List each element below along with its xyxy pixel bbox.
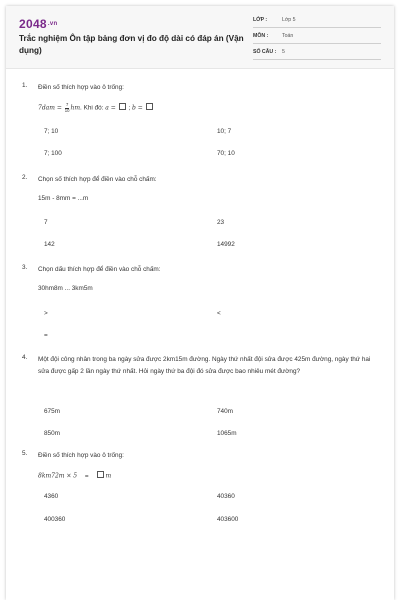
meta-subject [253,30,381,44]
option-b[interactable]: 740m [217,408,233,415]
site-logo[interactable] [19,17,57,31]
meta-class [253,14,381,28]
blank-box-b[interactable] [146,103,153,110]
meta-class-label: LỚP : [253,17,268,23]
worksheet-page [6,6,394,600]
option-b[interactable]: 40360 [217,493,235,500]
question-text: Chọn dấu thích hợp để điền vào chỗ chấm: [38,266,161,273]
fraction-numerator: 7 [65,102,69,107]
question-number: 3. [22,264,28,271]
option-a[interactable]: 7 [44,219,48,226]
question-expression [38,103,154,113]
option-a[interactable]: 4360 [44,493,59,500]
expr-mid: . Khi đó: [80,104,106,112]
question-number: 2. [22,174,28,181]
question-text: Điền số thích hợp vào ô trống: [38,84,124,91]
expr-lhs: 8km72m × 5 [38,472,78,480]
option-a[interactable]: 675m [44,408,60,415]
expr-a: a = [105,104,118,112]
question-4 [22,354,382,444]
meta-count-value: 5 [282,49,285,55]
meta-class-value: Lớp 5 [282,17,296,23]
option-c[interactable]: = [44,332,48,339]
expr-unit: hm [70,104,81,112]
question-expression: 15m - 8mm = ...m [38,195,89,202]
option-c[interactable]: 142 [44,241,55,248]
question-1 [22,82,382,162]
expr-equals: = [84,472,89,480]
option-c[interactable]: 850m [44,430,60,437]
meta-count [253,46,381,60]
meta-subject-value: Toán [282,33,294,39]
option-a[interactable]: 7; 10 [44,128,59,135]
question-number: 1. [22,82,28,89]
blank-box[interactable] [97,471,104,478]
option-c[interactable]: 7; 100 [44,150,62,157]
option-b[interactable]: 23 [217,219,225,226]
option-b[interactable]: 10; 7 [217,128,232,135]
option-d[interactable]: 403600 [217,516,239,523]
blank-box-a[interactable] [119,103,126,110]
expr-lhs: 7dam = [38,104,64,112]
fraction-denominator: 10 [64,107,70,113]
question-2 [22,174,382,254]
option-c[interactable]: 400360 [44,516,66,523]
option-d[interactable]: 70; 10 [217,150,235,157]
question-text: Chọn số thích hợp để điền vào chỗ chấm: [38,176,157,183]
question-number: 4. [22,354,28,361]
question-5 [22,450,382,540]
expr-sep: ; [126,104,132,112]
meta-subject-label: MÔN : [253,33,269,39]
fraction [65,103,70,113]
question-text: Điền số thích hợp vào ô trống: [38,452,124,459]
question-text: Một đội công nhân trong ba ngày sửa được 2km15m đường. Ngày thứ nhất đội sửa được 425m đường, ngày thứ hai sửa được gấp 2 lần ngày thứ nhất. Hỏi ngày thứ ba đội đó sửa được bao nhiêu mét đường? [38,356,371,375]
question-3 [22,264,382,344]
question-number: 5. [22,450,28,457]
option-b[interactable]: < [217,310,221,317]
worksheet-header [6,6,394,69]
question-expression [38,471,111,480]
logo-suffix: .vn [47,21,58,27]
logo-text: 2048 [19,17,47,31]
meta-count-label: SỐ CÂU : [253,49,277,55]
option-d[interactable]: 1065m [217,430,237,437]
option-d[interactable]: 14992 [217,241,235,248]
expr-unit: m [105,472,112,480]
option-a[interactable]: > [44,310,48,317]
page-title: Trắc nghiệm Ôn tập bảng đơn vị đo độ dài có đáp án (Vận dụng) [19,34,244,55]
question-expression: 30hm8m ... 3km5m [38,285,93,292]
expr-b: b = [132,104,145,112]
